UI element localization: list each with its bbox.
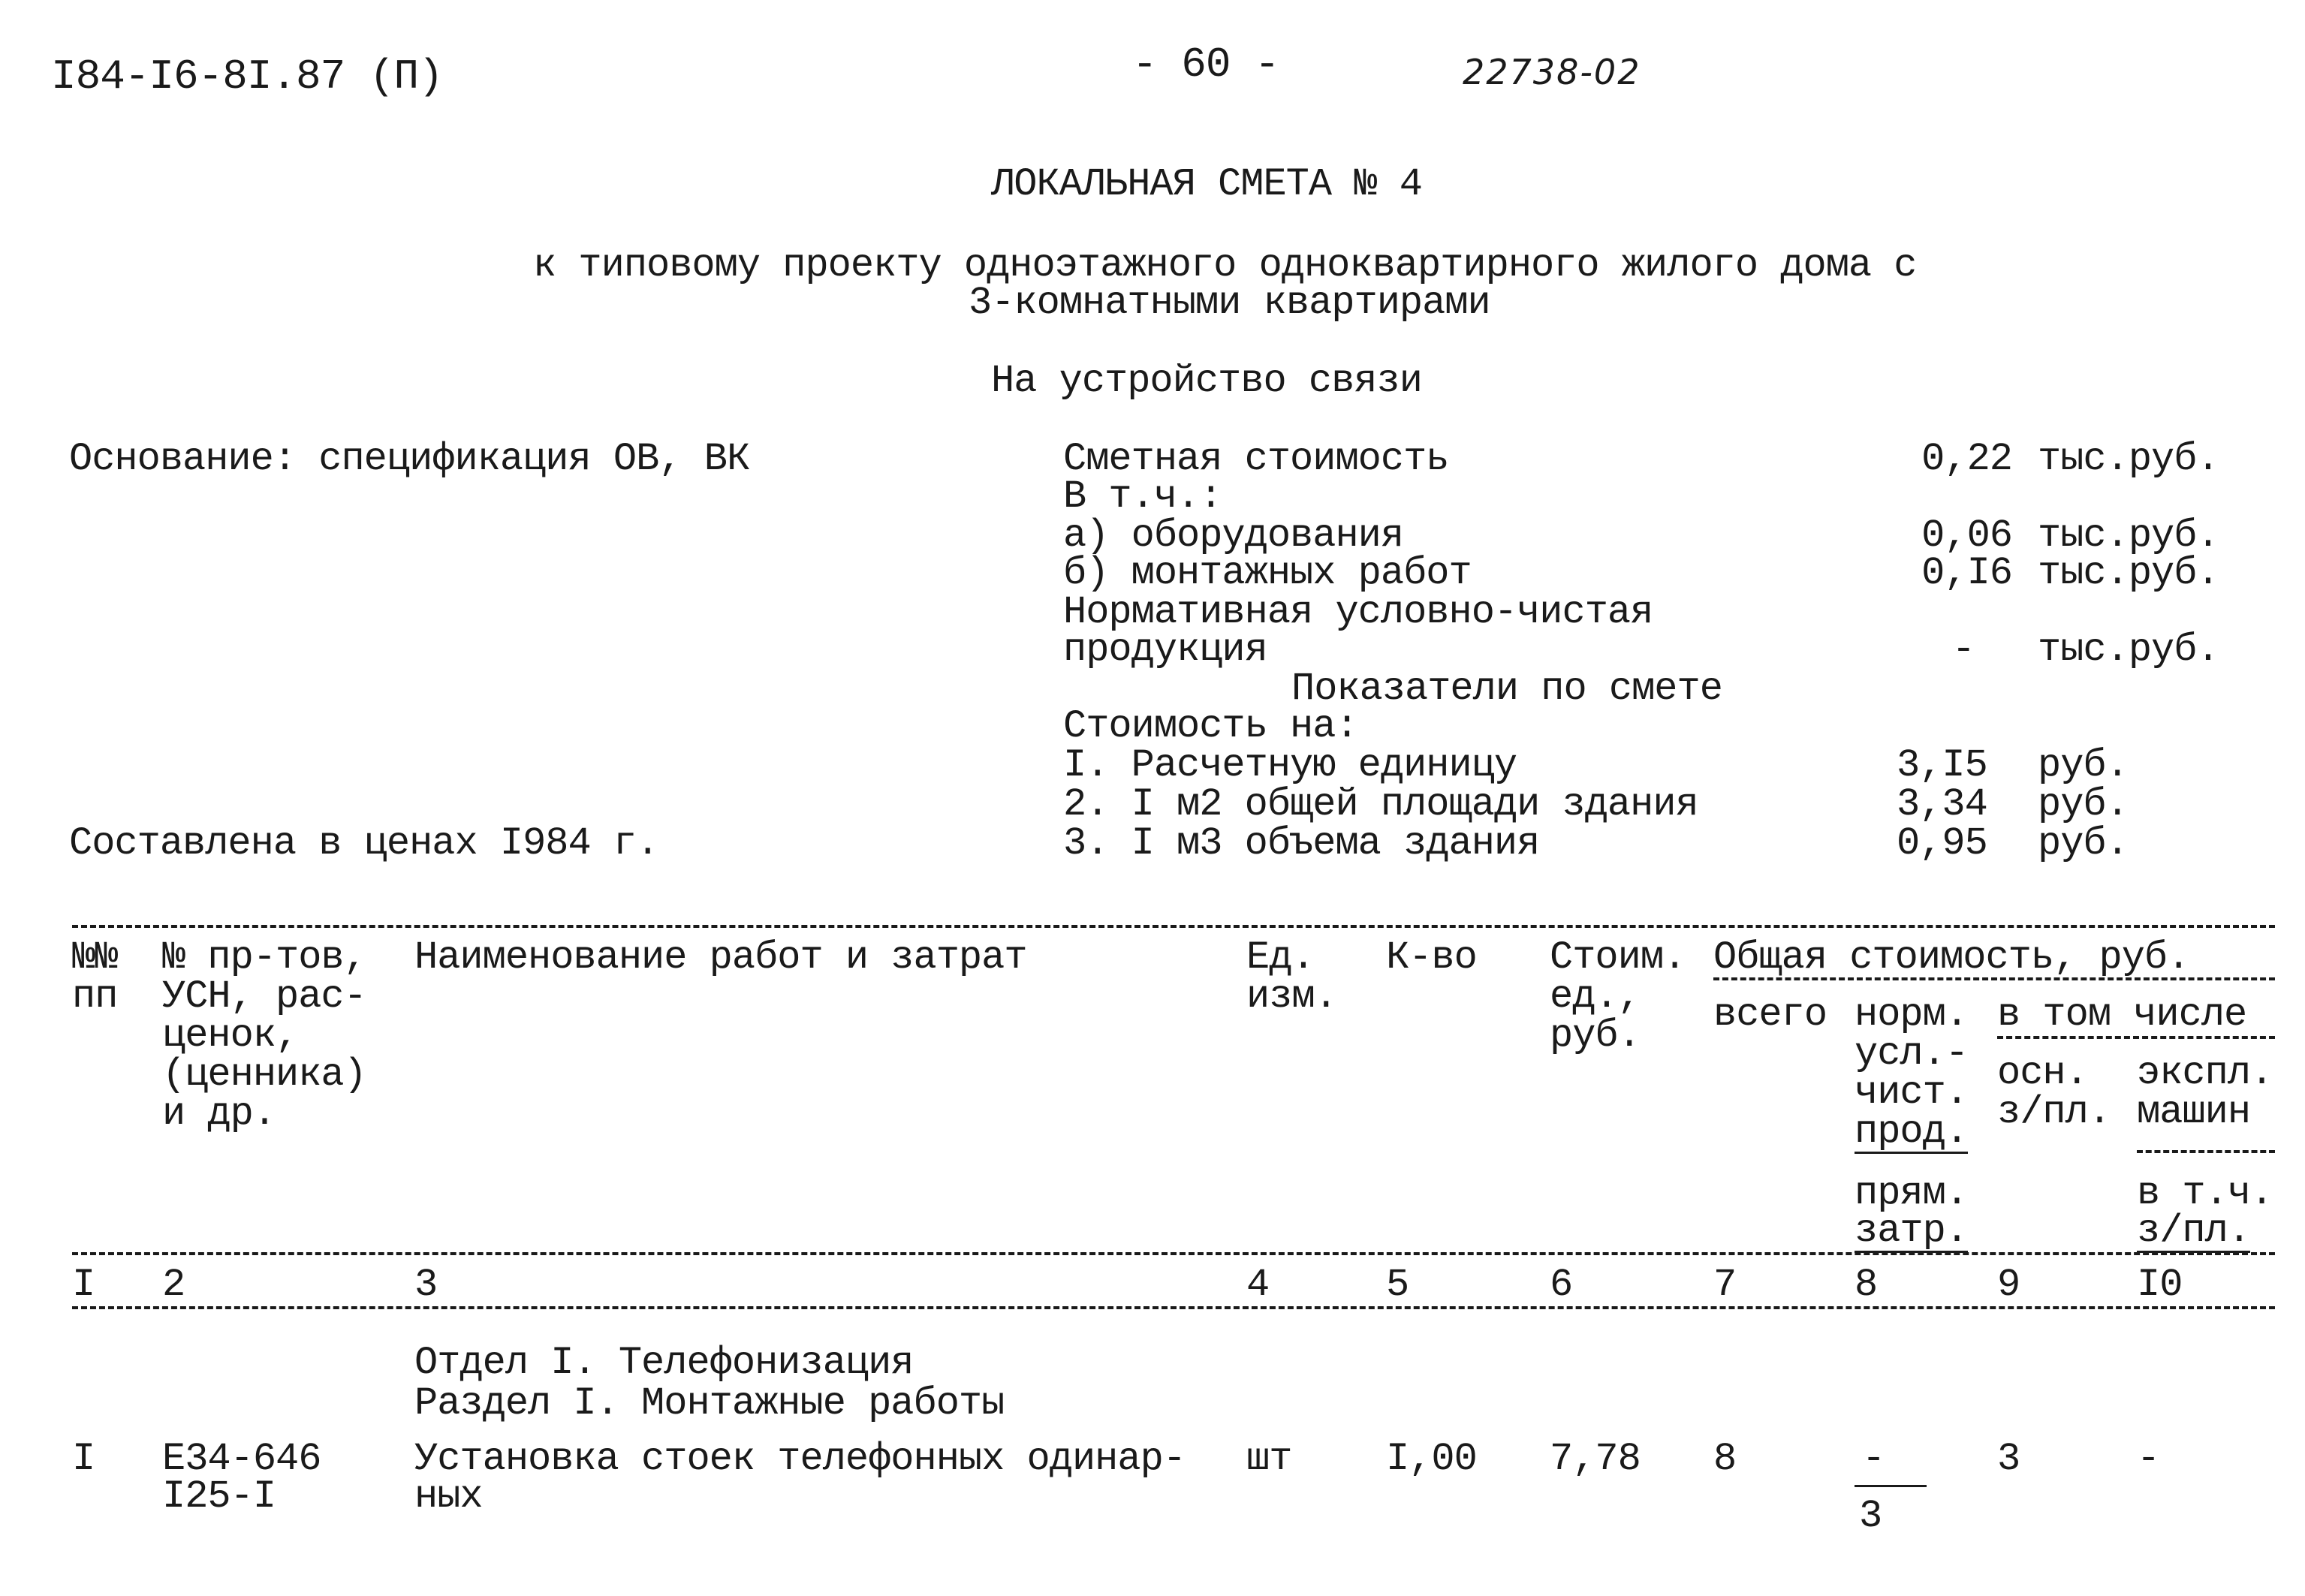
per-unit-unit: руб. [2038,743,2129,787]
estimated-cost-unit: тыс.руб. [2038,437,2219,481]
header-col-2: № пр-тов, УСН, рас- ценок, (ценника) и др. [162,935,366,1136]
row-total: 8 [1713,1437,1737,1481]
equipment-value: 0,06 [1921,513,2012,558]
row-machines: - [2137,1437,2160,1481]
cost-per-label: Стоимость на: [1063,704,1358,748]
column-number: 6 [1550,1263,1573,1307]
header-total-cost: Общая стоимость, руб. [1713,935,2190,980]
installation-label: б) монтажных работ [1063,551,1472,595]
including-label: В т.ч.: [1063,474,1222,519]
handwritten-code: 22738-02 [1463,52,1641,92]
per-m3-unit: руб. [2038,821,2129,866]
header-col-10-top: экспл. машин [2137,1051,2273,1134]
page-number: - 60 - [1132,41,1279,89]
header-col-8-underlined: прод. [1855,1110,1969,1154]
row-norm-top: - [1862,1437,1885,1481]
basis-text: Основание: спецификация ОВ, ВК [69,437,750,481]
normative-unit: тыс.руб. [2038,628,2219,672]
header-col-6: Стоим. ед., руб. [1550,935,1686,1058]
estimated-cost-value: 0,22 [1921,437,2012,481]
equipment-unit: тыс.руб. [2038,513,2219,558]
installation-value: 0,I6 [1921,551,2012,595]
subtitle-line-2: 3-комнатными квартирами [969,281,1490,325]
prices-note: Составлена в ценах I984 г. [69,821,659,866]
normative-label-1: Нормативная условно-чистая [1063,590,1653,634]
row-salary: 3 [1997,1437,2020,1481]
equipment-label: а) оборудования [1063,513,1404,558]
document-code: I84-I6-8I.87 (П) [51,53,443,101]
header-col-5: К-во [1386,935,1477,980]
per-unit-value: 3,I5 [1897,743,1987,787]
column-numbers-rule [72,1306,2275,1309]
header-bottom-rule [72,1252,2275,1255]
normative-label-2: продукция [1063,628,1267,672]
header-col-10-bottom: в т.ч. [2137,1171,2273,1215]
normative-value: - [1951,628,1975,672]
row-unit: шт [1246,1437,1292,1481]
header-col-10-bottom-underlined: з/пл. [2137,1209,2251,1253]
subsection-title: Раздел I. Монтажные работы [414,1381,1005,1426]
column-number: 2 [162,1263,185,1307]
row-code-line-2: I25-I [162,1474,276,1519]
row-norm-bottom: 3 [1859,1494,1882,1538]
header-col-9: осн. з/пл. [1997,1051,2111,1134]
column-number: I0 [2137,1263,2183,1307]
header-including: в том числе [1997,992,2247,1037]
column-number: 3 [414,1263,438,1307]
estimate-title: ЛОКАЛЬНАЯ СМЕТА № 4 [991,162,1422,206]
per-m2-unit: руб. [2038,782,2129,827]
per-m3-value: 0,95 [1897,821,1987,866]
row-unit-cost: 7,78 [1550,1437,1641,1481]
per-m3-label: 3. I м3 объема здания [1063,821,1540,866]
header-col-8-bottom-underlined: затр. [1855,1209,1969,1253]
estimate-purpose: На устройство связи [991,359,1422,403]
row-code-line-1: Е34-646 [162,1437,321,1481]
estimated-cost-label: Сметная стоимость [1063,437,1449,481]
per-m2-value: 3,34 [1897,782,1987,827]
machines-rule [2137,1150,2275,1153]
total-cost-rule [1713,977,2275,980]
indicators-title: Показатели по смете [1291,667,1722,711]
header-col-1: №№ пп [72,935,118,1019]
header-col-7: всего [1713,992,1827,1037]
table-top-rule [72,925,2275,928]
column-number: 5 [1386,1263,1409,1307]
header-col-4: Ед. изм. [1246,935,1337,1019]
fraction-line [1855,1485,1927,1487]
header-col-8-bottom: прям. [1855,1171,1969,1215]
row-name-line-2: ных [414,1474,483,1519]
per-unit-label: I. Расчетную единицу [1063,743,1517,787]
column-number: 4 [1246,1263,1270,1307]
header-col-3: Наименование работ и затрат [414,935,1027,980]
column-number: I [72,1263,95,1307]
installation-unit: тыс.руб. [2038,551,2219,595]
column-number: 7 [1713,1263,1737,1307]
column-number: 8 [1855,1263,1878,1307]
subtitle-line-1: к типовому проекту одноэтажного одноквартирного жилого дома с [533,243,1917,288]
column-number: 9 [1997,1263,2020,1307]
section-title: Отдел I. Телефонизация [414,1341,914,1385]
row-name-line-1: Установка стоек телефонных одинар- [414,1437,1186,1481]
header-col-8-top: норм. усл.- чист. [1855,992,1969,1115]
per-m2-label: 2. I м2 общей площади здания [1063,782,1698,827]
including-rule [1997,1036,2275,1039]
row-number: I [72,1437,95,1481]
row-quantity: I,00 [1386,1437,1477,1481]
